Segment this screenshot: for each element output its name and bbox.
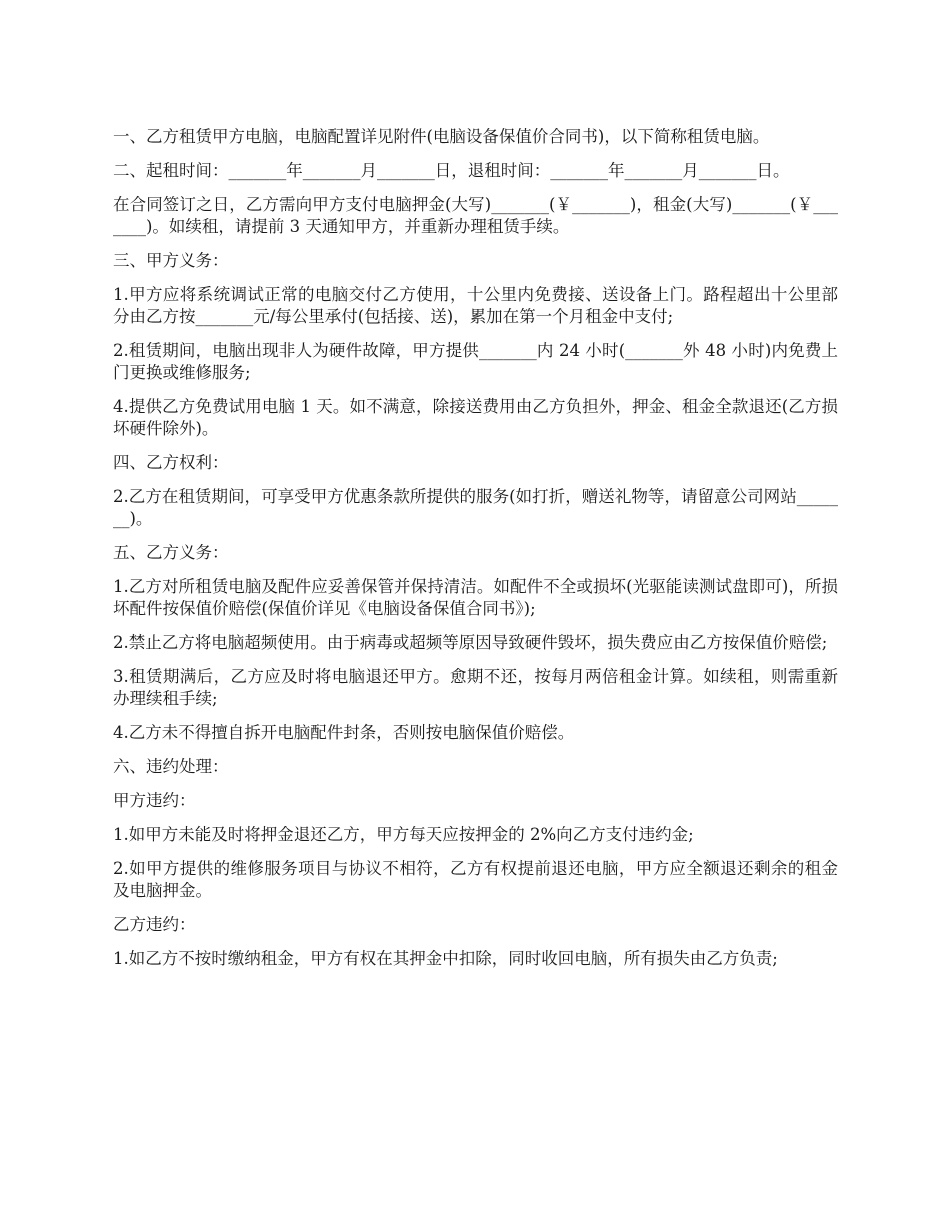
subheading-party-a-breach: 甲方违约：: [113, 791, 196, 810]
section-heading-party-b-obligations: 五、乙方义务：: [113, 543, 229, 562]
party-a-breach-item: 1.如甲方未能及时将押金退还乙方，甲方每天应按押金的 2%向乙方支付违约金;: [113, 825, 694, 844]
party-b-obligation-item: 3.租赁期满后，乙方应及时将电脑退还甲方。愈期不还，按每月两倍租金计算。如续租，则需重新办理续租手续;: [113, 667, 838, 708]
clause-2-rental-period: 二、起租时间：_______年_______月_______日，退租时间：_______年_______月_______日。: [113, 161, 790, 180]
section-heading-party-a-obligations: 三、甲方义务：: [113, 251, 229, 270]
clause-1-rental-subject: 一、乙方租赁甲方电脑，电脑配置详见附件(电脑设备保值价合同书)，以下简称租赁电脑。: [113, 127, 770, 146]
party-b-obligation-item: 2.禁止乙方将电脑超频使用。由于病毒或超频等原因导致硬件毁坏，损失费应由乙方按保值价赔偿;: [113, 633, 828, 652]
section-heading-party-b-rights: 四、乙方权利：: [113, 453, 229, 472]
document-body: [113, 126, 838, 982]
subheading-party-b-breach: 乙方违约：: [113, 915, 196, 934]
deposit-and-rent-paragraph: 在合同签订之日，乙方需向甲方支付电脑押金(大写)_______(￥_______)，租金(大写)_______(￥_______)。如续租，请提前 3 天通知甲方，并重新办理租赁手续。: [113, 195, 838, 236]
party-a-obligation-item: 1.甲方应将系统调试正常的电脑交付乙方使用，十公里内免费接、送设备上门。路程超出十公里部分由乙方按_______元/每公里承付(包括接、送)，累加在第一个月租金中支付;: [113, 285, 838, 326]
section-heading-breach: 六、违约处理：: [113, 757, 229, 776]
party-a-obligation-item: 4.提供乙方免费试用电脑 1 天。如不满意，除接送费用由乙方负担外，押金、租金全款退还(乙方损坏硬件除外)。: [113, 397, 838, 438]
party-a-obligation-item: 2.租赁期间，电脑出现非人为硬件故障，甲方提供_______内 24 小时(_______外 48 小时)内免费上门更换或维修服务;: [113, 341, 838, 382]
party-b-breach-item: 1.如乙方不按时缴纳租金，甲方有权在其押金中扣除，同时收回电脑，所有损失由乙方负责;: [113, 949, 778, 968]
party-b-obligation-item: 1.乙方对所租赁电脑及配件应妥善保管并保持清洁。如配件不全或损坏(光驱能读测试盘即可)，所损坏配件按保值价赔偿(保值价详见《电脑设备保值合同书》);: [113, 577, 838, 618]
party-b-right-item: 2.乙方在租赁期间，可享受甲方优惠条款所提供的服务(如打折，赠送礼物等，请留意公司网站_______)。: [113, 487, 838, 528]
party-a-breach-item: 2.如甲方提供的维修服务项目与协议不相符，乙方有权提前退还电脑，甲方应全额退还剩余的租金及电脑押金。: [113, 859, 838, 900]
party-b-obligation-item: 4.乙方未不得擅自拆开电脑配件封条，否则按电脑保值价赔偿。: [113, 723, 575, 742]
